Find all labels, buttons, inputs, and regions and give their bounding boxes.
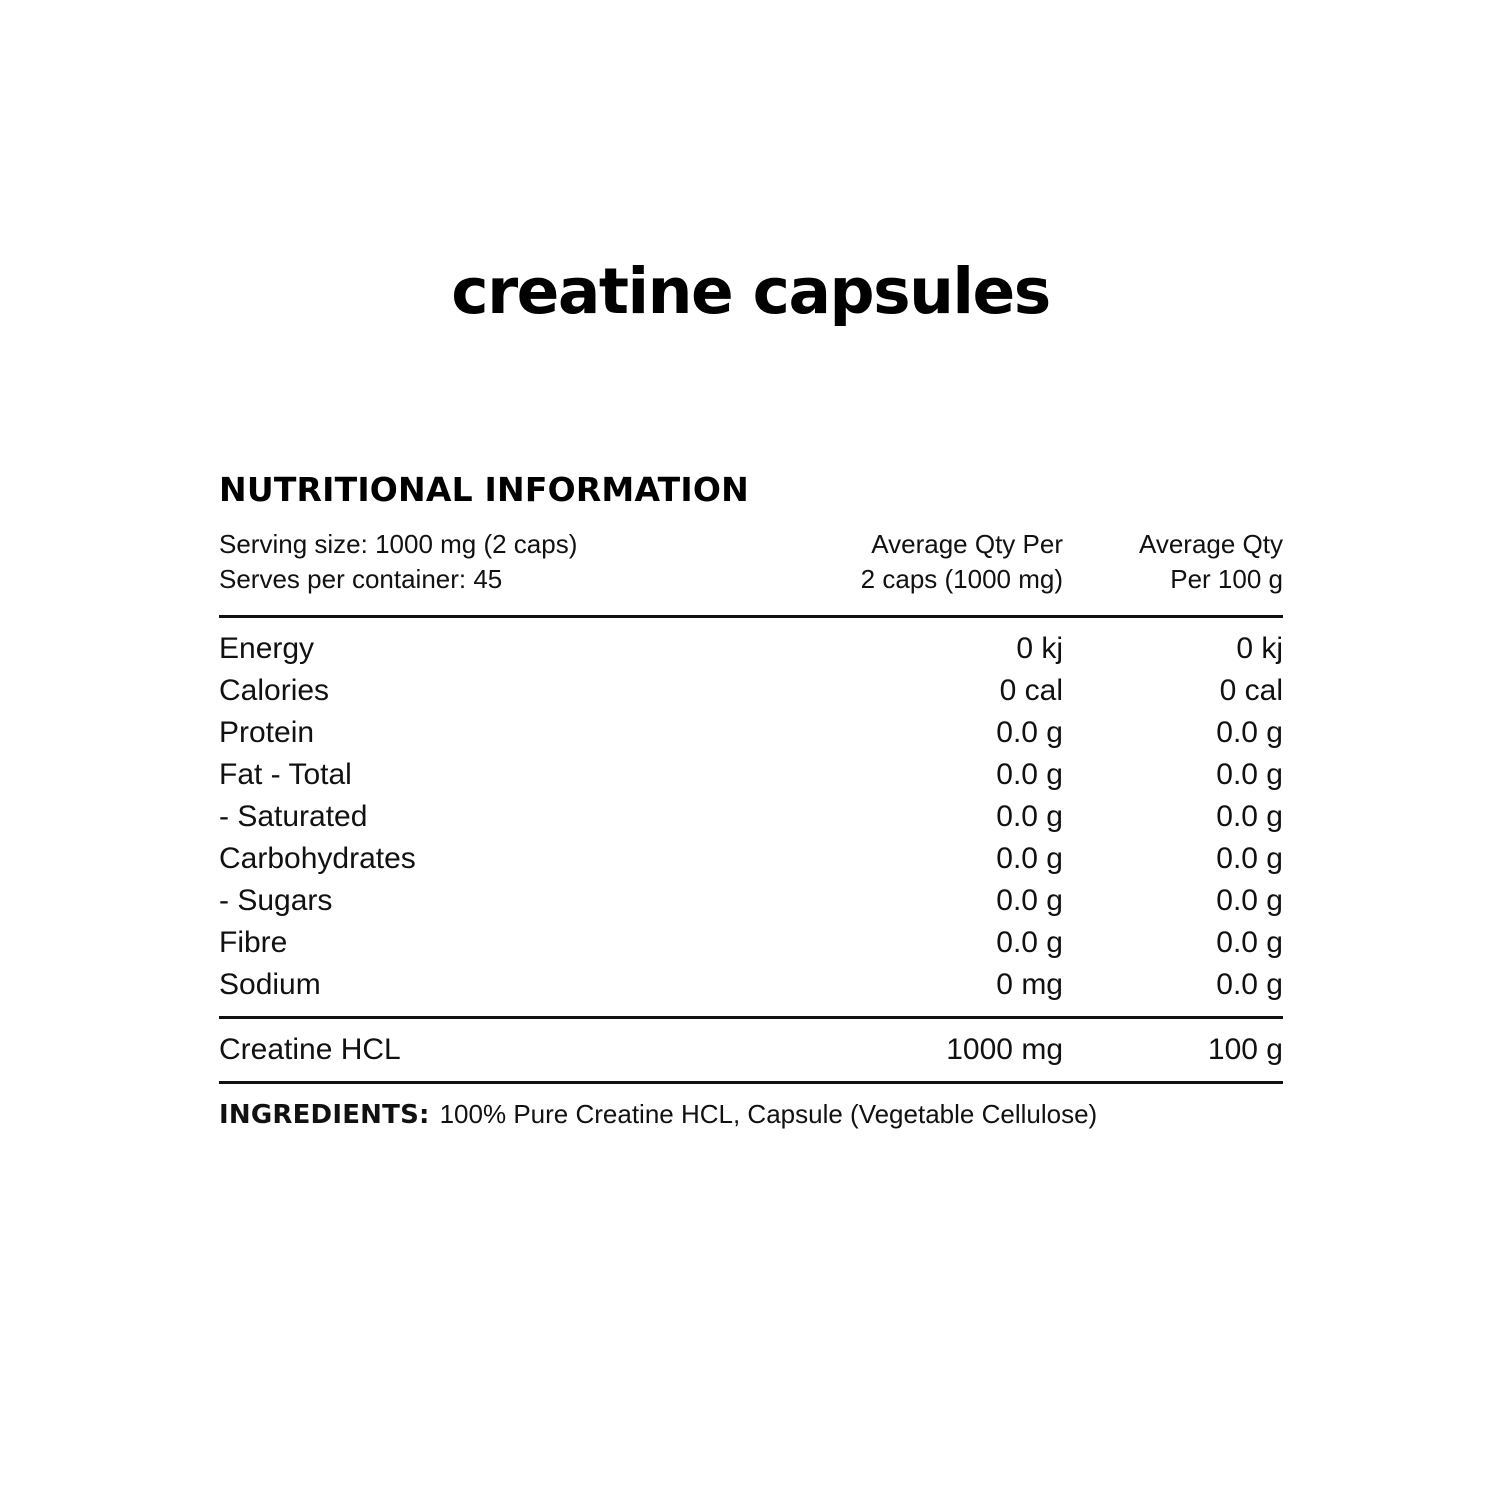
row-value-per-100g: 0 kj bbox=[1236, 632, 1283, 666]
row-label: Fibre bbox=[219, 926, 288, 960]
row-value-per-100g: 0.0 g bbox=[1216, 926, 1283, 960]
table-row bbox=[219, 1029, 1283, 1071]
serving-size: Serving size: 1000 mg (2 caps) bbox=[219, 529, 578, 559]
table-row bbox=[219, 796, 1283, 838]
table-row bbox=[219, 670, 1283, 712]
table-row bbox=[219, 880, 1283, 922]
panel-heading: NUTRITIONAL INFORMATION bbox=[219, 470, 749, 509]
product-title: creatine capsules bbox=[451, 255, 1050, 328]
row-label: - Sugars bbox=[219, 884, 333, 918]
row-value-per-serve: 0.0 g bbox=[996, 842, 1063, 876]
ingredients-text: 100% Pure Creatine HCL, Capsule (Vegetable Cellulose) bbox=[439, 1099, 1098, 1130]
row-value-per-serve: 0 cal bbox=[999, 674, 1063, 708]
row-value-per-serve: 0.0 g bbox=[996, 884, 1063, 918]
active-ingredient-per-100g: 100 g bbox=[1207, 1033, 1283, 1067]
row-value-per-serve: 0.0 g bbox=[996, 716, 1063, 750]
column-header-per-serve bbox=[763, 527, 1063, 597]
row-value-per-100g: 0.0 g bbox=[1216, 968, 1283, 1002]
row-label: Calories bbox=[219, 674, 330, 708]
ingredients-label: INGREDIENTS: bbox=[219, 1100, 430, 1131]
table-row bbox=[219, 838, 1283, 880]
column-header-per-serve-line1: Average Qty Per bbox=[871, 529, 1063, 559]
row-value-per-100g: 0.0 g bbox=[1216, 758, 1283, 792]
column-header-per-serve-line2: 2 caps (1000 mg) bbox=[860, 564, 1063, 595]
row-value-per-100g: 0.0 g bbox=[1216, 842, 1283, 876]
divider-bottom bbox=[219, 1081, 1283, 1084]
active-ingredient-per-serve: 1000 mg bbox=[946, 1033, 1063, 1067]
active-ingredient-table bbox=[219, 1029, 1283, 1071]
table-row bbox=[219, 628, 1283, 670]
row-value-per-serve: 0 mg bbox=[996, 968, 1063, 1002]
nutrition-table bbox=[219, 628, 1283, 1006]
row-value-per-serve: 0 kj bbox=[1016, 632, 1063, 666]
row-value-per-serve: 0.0 g bbox=[996, 800, 1063, 834]
serving-header-row bbox=[219, 527, 1283, 597]
row-label: Energy bbox=[219, 632, 315, 666]
table-row bbox=[219, 964, 1283, 1006]
serves-per-container: Serves per container: 45 bbox=[219, 564, 503, 595]
ingredients-line bbox=[219, 1098, 1283, 1133]
column-header-per-100g bbox=[1063, 527, 1283, 597]
table-row bbox=[219, 922, 1283, 964]
row-value-per-100g: 0 cal bbox=[1219, 674, 1283, 708]
serving-details bbox=[219, 527, 577, 597]
row-value-per-100g: 0.0 g bbox=[1216, 884, 1283, 918]
row-value-per-100g: 0.0 g bbox=[1216, 716, 1283, 750]
table-row bbox=[219, 712, 1283, 754]
nutrition-table-body bbox=[219, 628, 1283, 1006]
row-value-per-100g: 0.0 g bbox=[1216, 800, 1283, 834]
table-row bbox=[219, 754, 1283, 796]
row-label: Carbohydrates bbox=[219, 842, 416, 876]
row-label: - Saturated bbox=[219, 800, 368, 834]
row-value-per-serve: 0.0 g bbox=[996, 926, 1063, 960]
column-header-per-100g-line1: Average Qty bbox=[1138, 529, 1283, 559]
row-label: Protein bbox=[219, 716, 315, 750]
row-label: Fat - Total bbox=[219, 758, 352, 792]
row-value-per-serve: 0.0 g bbox=[996, 758, 1063, 792]
divider-middle bbox=[219, 1016, 1283, 1019]
nutritional-information-panel bbox=[219, 470, 1283, 1133]
column-header-per-100g-line2: Per 100 g bbox=[1170, 564, 1283, 595]
active-ingredient-label: Creatine HCL bbox=[219, 1033, 401, 1067]
row-label: Sodium bbox=[219, 968, 321, 1002]
divider-top bbox=[219, 615, 1283, 618]
